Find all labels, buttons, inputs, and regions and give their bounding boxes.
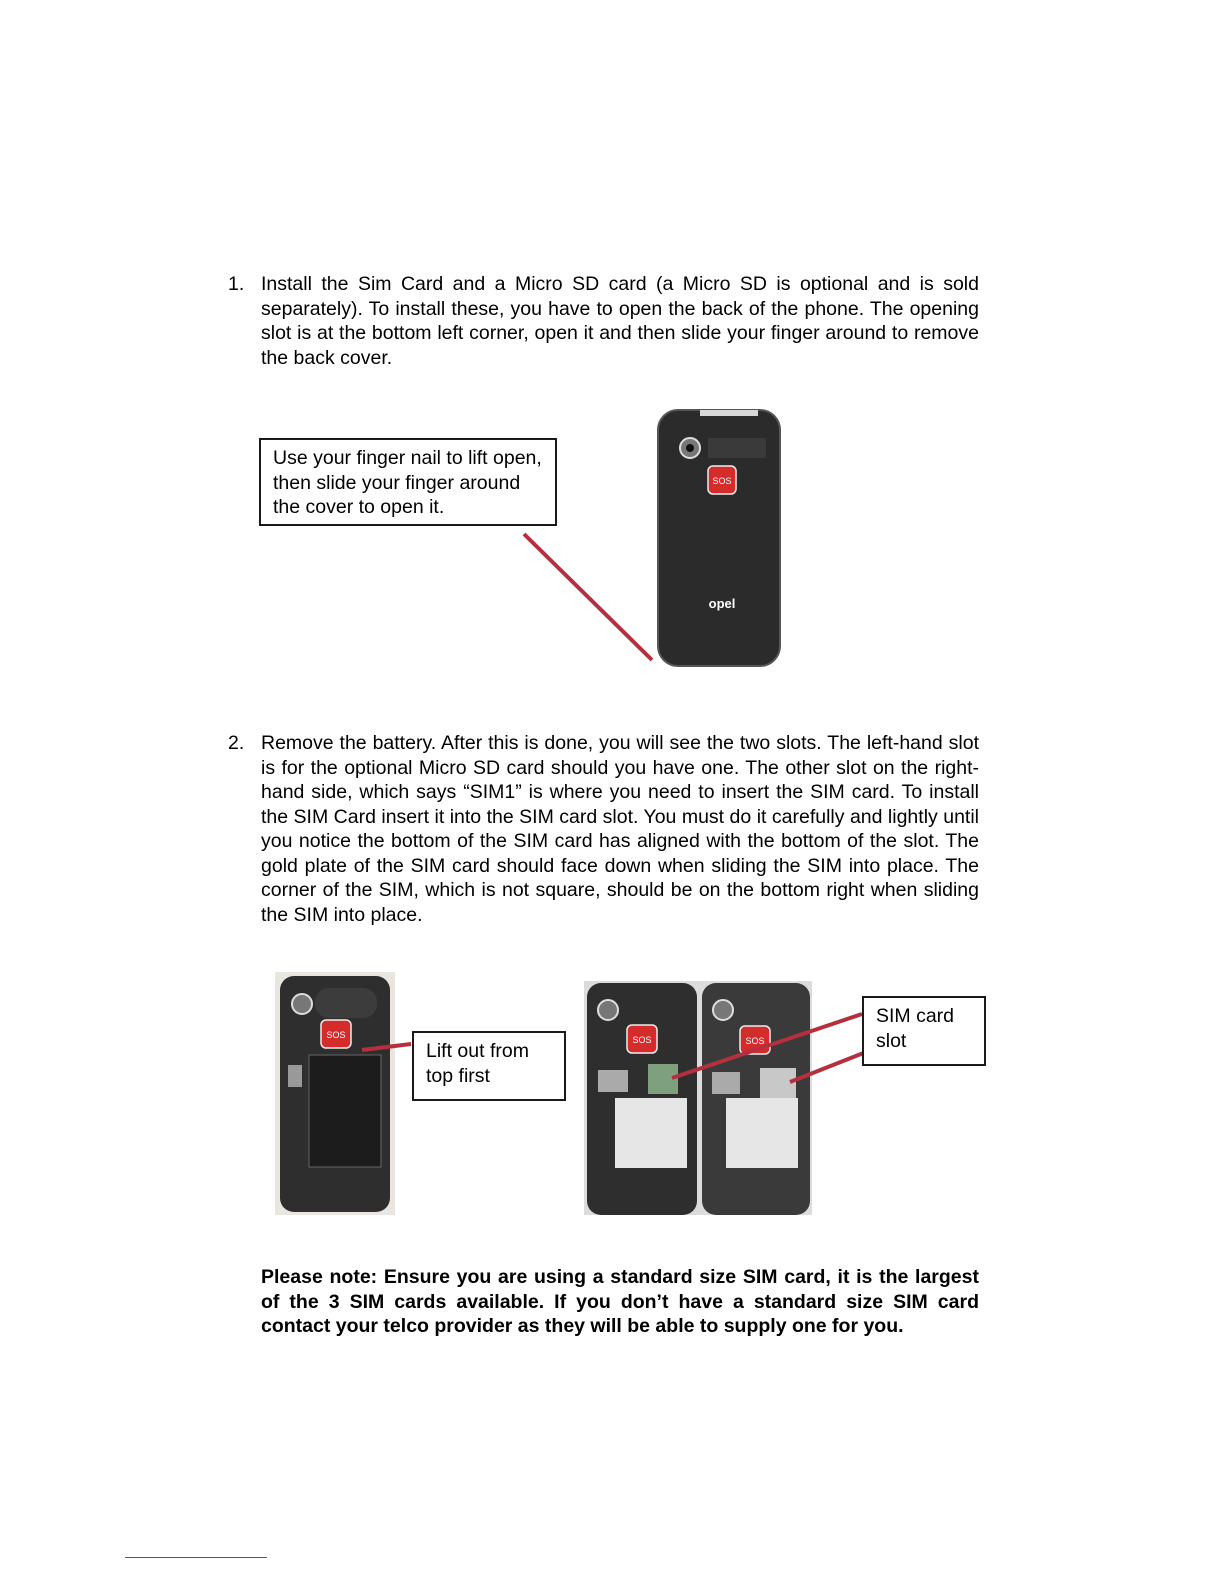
label-sticker (726, 1098, 798, 1168)
camera-icon (292, 994, 312, 1014)
footer-rule (125, 1557, 267, 1558)
callout-sim-slot: SIM card slot (862, 996, 986, 1066)
step-number: 1. (228, 273, 245, 295)
phone-back-image (658, 410, 780, 666)
sos-label: SOS (745, 1036, 765, 1046)
please-note: Please note: Ensure you are using a standard size SIM card, it is the largest of the 3 SIM cards available. If you don’t have a standard size SIM card contact your telco provider as they will be able to supply one for you. (261, 1266, 979, 1337)
sos-label: SOS (632, 1035, 652, 1045)
brand-logo: opel (708, 596, 736, 611)
battery-photo (275, 972, 395, 1215)
arrow (524, 534, 652, 660)
sos-label: SOS (712, 476, 732, 486)
sos-label: SOS (326, 1030, 346, 1040)
camera-icon (713, 1000, 733, 1020)
callout-lift-out: Lift out from top first (412, 1031, 566, 1101)
callout-finger-nail: Use your finger nail to lift open, then slide your finger around the cover to open it. (259, 438, 557, 526)
camera-icon (598, 1000, 618, 1020)
step-text: Remove the battery. After this is done, you will see the two slots. The left-hand slot is for the optional Micro SD card should you have one. The other slot on the right-hand side, which says “SIM1” is where you need to insert the SIM card. To install the SIM Card insert it into the SIM card slot. You must do it carefully and lightly until you notice the bottom of the SIM card has aligned with the bottom of the slot. The gold plate of the SIM card should face down when sliding the SIM into place. The corner of the SIM, which is not square, should be on the bottom right when sliding the SIM into place. (261, 732, 979, 926)
label-sticker (615, 1098, 687, 1168)
sim-slot-photo (584, 981, 812, 1215)
battery (309, 1055, 381, 1167)
step-text: Install the Sim Card and a Micro SD card (a Micro SD is optional and is sold separately). To install these, you have to open the back of the phone. The opening slot is at the bottom left corner, open it and then slide your finger around to remove the back cover. (261, 273, 979, 369)
step-number: 2. (228, 732, 245, 754)
